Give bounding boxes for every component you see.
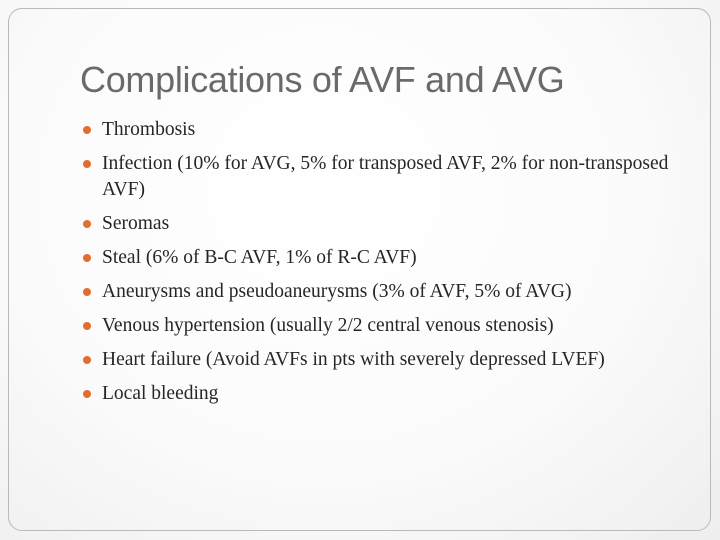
- slide-title: Complications of AVF and AVG: [80, 59, 565, 100]
- bullet-item-seromas: [80, 211, 670, 237]
- bullet-dot-icon: [83, 288, 91, 296]
- bullet-dot-icon: [83, 356, 91, 364]
- bullet-text: Seromas: [102, 213, 170, 234]
- bullet-dot-icon: [83, 160, 91, 168]
- bullet-item-local-bleeding: [80, 381, 670, 407]
- bullet-item-heart-failure: [80, 347, 670, 373]
- bullet-item-steal: [80, 245, 670, 271]
- bullet-text: Venous hypertension (usually 2/2 central venous stenosis): [102, 315, 554, 336]
- bullet-text: Local bleeding: [102, 383, 219, 404]
- bullet-text: Steal (6% of B-C AVF, 1% of R-C AVF): [102, 247, 417, 268]
- bullet-dot-icon: [83, 254, 91, 262]
- bullet-dot-icon: [83, 322, 91, 330]
- bullet-dot-icon: [83, 390, 91, 398]
- bullet-item-venous-hypertension: [80, 313, 670, 339]
- bullet-item-thrombosis: [80, 117, 670, 143]
- bullet-text: Thrombosis: [102, 119, 196, 140]
- bullet-item-infection: [80, 151, 670, 203]
- bullet-dot-icon: [83, 126, 91, 134]
- bullet-dot-icon: [83, 220, 91, 228]
- bullet-text: Heart failure (Avoid AVFs in pts with severely depressed LVEF): [102, 349, 605, 370]
- bullet-text: Aneurysms and pseudoaneurysms (3% of AVF, 5% of AVG): [102, 281, 572, 302]
- bullet-text: Infection (10% for AVG, 5% for transposed AVF, 2% for non-transposed AVF): [102, 153, 669, 200]
- bullet-list: [80, 117, 670, 415]
- bullet-item-aneurysms: [80, 279, 670, 305]
